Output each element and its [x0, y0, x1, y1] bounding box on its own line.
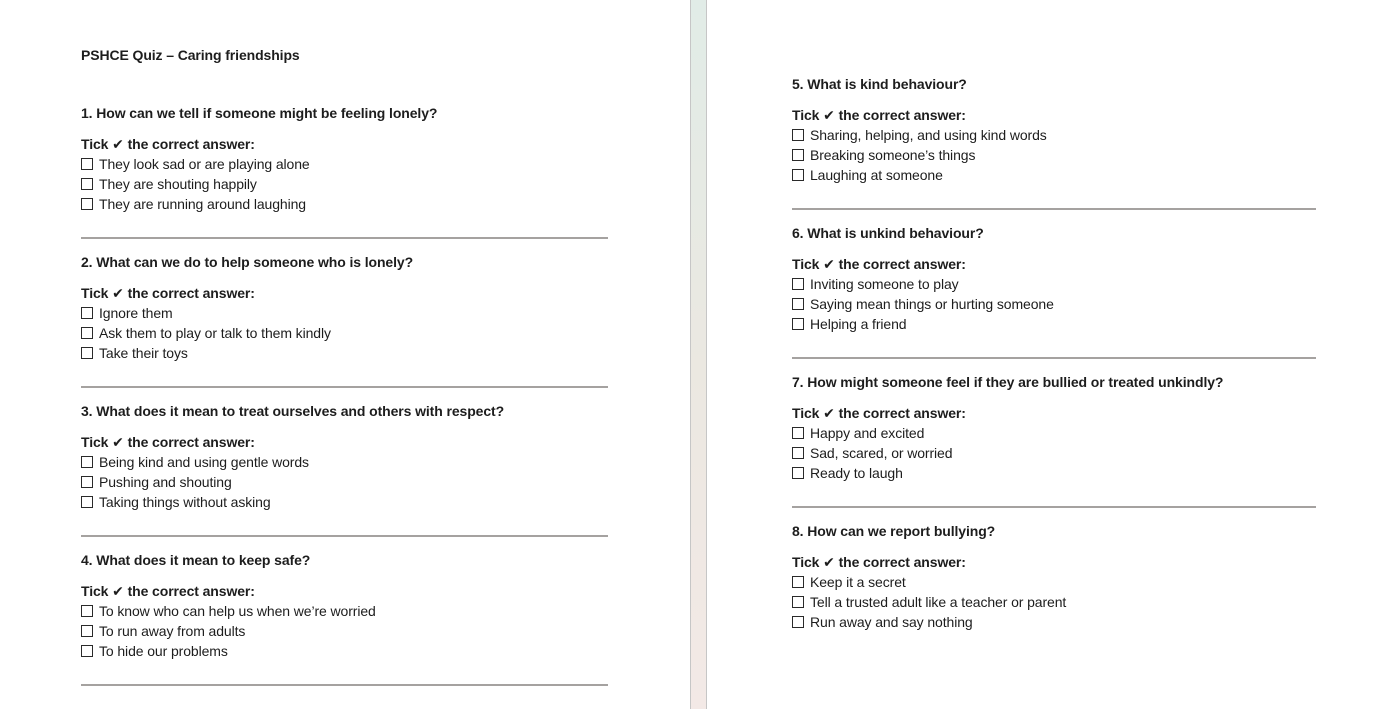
checkbox-icon[interactable]: [792, 298, 804, 310]
question-divider: [81, 684, 608, 686]
option-label: They are running around laughing: [99, 196, 306, 212]
option-label: Tell a trusted adult like a teacher or parent: [810, 594, 1067, 610]
option-label: Taking things without asking: [99, 494, 271, 510]
checkbox-icon[interactable]: [81, 327, 93, 339]
checkbox-icon[interactable]: [792, 149, 804, 161]
tick-prompt: Tick ✔ the correct answer:: [792, 405, 966, 421]
answer-option: [81, 194, 608, 214]
option-label: Being kind and using gentle words: [99, 454, 309, 470]
option-label: Breaking someone’s things: [810, 147, 976, 163]
option-label: Sharing, helping, and using kind words: [810, 127, 1047, 143]
answer-option: [81, 492, 608, 512]
checkbox-icon[interactable]: [81, 645, 93, 657]
checkbox-icon[interactable]: [792, 447, 804, 459]
checkbox-icon[interactable]: [792, 427, 804, 439]
checkbox-icon[interactable]: [792, 467, 804, 479]
checkbox-icon[interactable]: [81, 198, 93, 210]
question-6: [792, 223, 1316, 359]
question-divider: [792, 506, 1316, 508]
answer-option: [792, 145, 1316, 165]
option-label: Helping a friend: [810, 316, 907, 332]
checkbox-icon[interactable]: [81, 347, 93, 359]
question-1-heading: 1. How can we tell if someone might be feeling lonely?: [81, 105, 438, 121]
answer-option: [81, 472, 608, 492]
checkbox-icon[interactable]: [792, 169, 804, 181]
question-7-heading: 7. How might someone feel if they are bullied or treated unkindly?: [792, 374, 1224, 390]
question-4: [81, 550, 608, 686]
answer-option: [81, 303, 608, 323]
option-label: Take their toys: [99, 345, 188, 361]
checkbox-icon[interactable]: [792, 278, 804, 290]
answer-option: [81, 641, 608, 661]
checkbox-icon[interactable]: [81, 496, 93, 508]
option-label: They look sad or are playing alone: [99, 156, 310, 172]
question-8: [792, 521, 1316, 632]
option-label: To run away from adults: [99, 623, 246, 639]
option-label: Laughing at someone: [810, 167, 943, 183]
question-2: [81, 252, 608, 388]
question-7: [792, 372, 1316, 508]
answer-option: [792, 165, 1316, 185]
answer-option: [792, 423, 1316, 443]
checkbox-icon[interactable]: [81, 476, 93, 488]
question-divider: [81, 386, 608, 388]
document-page-2[interactable]: [706, 0, 1385, 709]
tick-prompt: Tick ✔ the correct answer:: [792, 107, 966, 123]
answer-option: [81, 154, 608, 174]
answer-option: [792, 314, 1316, 334]
question-divider: [81, 237, 608, 239]
document-page-1[interactable]: [0, 0, 691, 709]
question-divider: [792, 208, 1316, 210]
option-label: They are shouting happily: [99, 176, 257, 192]
checkbox-icon[interactable]: [792, 616, 804, 628]
checkbox-icon[interactable]: [81, 625, 93, 637]
question-divider: [81, 535, 608, 537]
question-divider: [792, 357, 1316, 359]
option-label: To hide our problems: [99, 643, 228, 659]
tick-prompt: Tick ✔ the correct answer:: [81, 285, 255, 301]
checkbox-icon[interactable]: [81, 178, 93, 190]
question-4-heading: 4. What does it mean to keep safe?: [81, 552, 311, 568]
question-1: [81, 103, 608, 239]
answer-option: [792, 125, 1316, 145]
answer-option: [81, 343, 608, 363]
answer-option: [792, 443, 1316, 463]
answer-option: [81, 174, 608, 194]
checkbox-icon[interactable]: [792, 576, 804, 588]
answer-option: [792, 274, 1316, 294]
checkbox-icon[interactable]: [792, 596, 804, 608]
answer-option: [792, 572, 1316, 592]
answer-option: [81, 621, 608, 641]
option-label: Pushing and shouting: [99, 474, 232, 490]
option-label: Keep it a secret: [810, 574, 906, 590]
checkbox-icon[interactable]: [81, 605, 93, 617]
option-label: To know who can help us when we’re worried: [99, 603, 376, 619]
question-5-heading: 5. What is kind behaviour?: [792, 76, 967, 92]
question-8-heading: 8. How can we report bullying?: [792, 523, 996, 539]
tick-prompt: Tick ✔ the correct answer:: [792, 554, 966, 570]
option-label: Happy and excited: [810, 425, 925, 441]
option-label: Ignore them: [99, 305, 173, 321]
answer-option: [81, 601, 608, 621]
answer-option: [792, 612, 1316, 632]
question-5: [792, 74, 1316, 210]
tick-prompt: Tick ✔ the correct answer:: [81, 434, 255, 450]
answer-option: [81, 323, 608, 343]
option-label: Inviting someone to play: [810, 276, 959, 292]
answer-option: [792, 463, 1316, 483]
document-title: PSHCE Quiz – Caring friendships: [81, 47, 300, 63]
answer-option: [81, 452, 608, 472]
question-3-heading: 3. What does it mean to treat ourselves and others with respect?: [81, 403, 505, 419]
checkbox-icon[interactable]: [792, 129, 804, 141]
page-gutter: [691, 0, 706, 709]
option-label: Ask them to play or talk to them kindly: [99, 325, 331, 341]
answer-option: [792, 592, 1316, 612]
answer-option: [792, 294, 1316, 314]
question-6-heading: 6. What is unkind behaviour?: [792, 225, 984, 241]
question-2-heading: 2. What can we do to help someone who is lonely?: [81, 254, 414, 270]
option-label: Sad, scared, or worried: [810, 445, 953, 461]
checkbox-icon[interactable]: [81, 158, 93, 170]
option-label: Saying mean things or hurting someone: [810, 296, 1054, 312]
tick-prompt: Tick ✔ the correct answer:: [792, 256, 966, 272]
tick-prompt: Tick ✔ the correct answer:: [81, 136, 255, 152]
question-3: [81, 401, 608, 537]
checkbox-icon[interactable]: [792, 318, 804, 330]
checkbox-icon[interactable]: [81, 307, 93, 319]
checkbox-icon[interactable]: [81, 456, 93, 468]
tick-prompt: Tick ✔ the correct answer:: [81, 583, 255, 599]
option-label: Run away and say nothing: [810, 614, 973, 630]
option-label: Ready to laugh: [810, 465, 903, 481]
